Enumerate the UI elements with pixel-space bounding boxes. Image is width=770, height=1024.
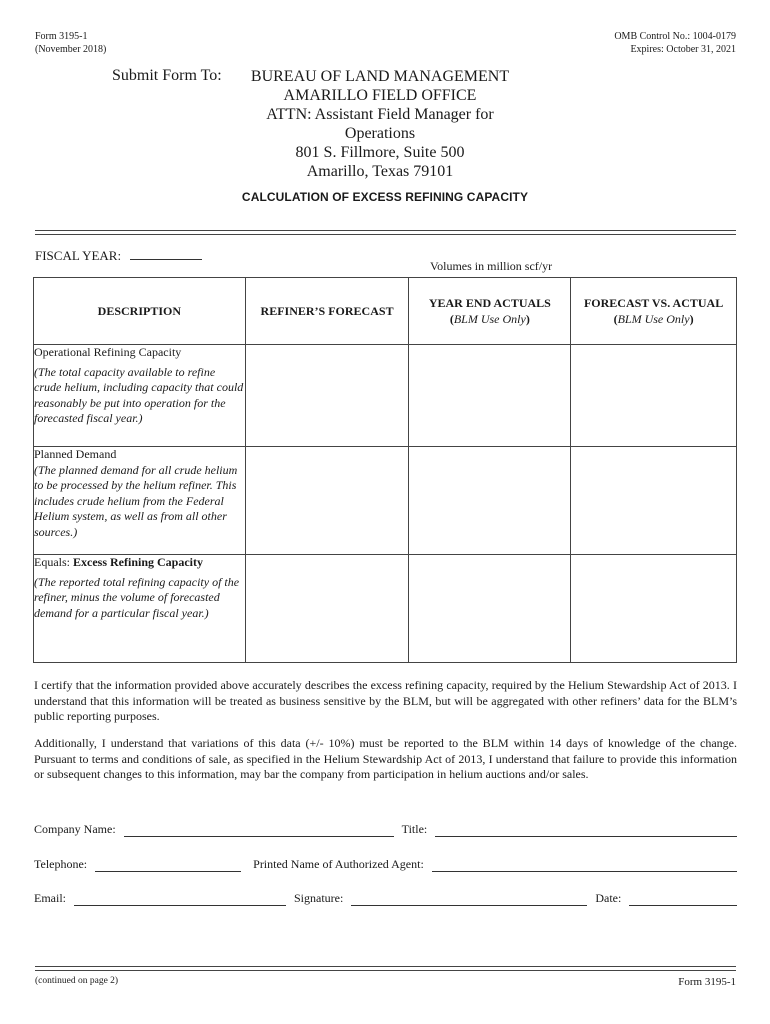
email-signature-row: [34, 891, 737, 906]
refiner-forecast-cell[interactable]: [245, 555, 409, 663]
row-description: [34, 447, 246, 555]
fiscal-year-field[interactable]: [130, 248, 202, 260]
telephone-field[interactable]: [95, 859, 241, 872]
row-note: (The planned demand for all crude helium to be processed by the helium refiner. This includes crude helium from the Federal Helium system, as well as from all other sources.): [34, 462, 238, 539]
refiner-forecast-header: REFINER’S FORECAST: [245, 278, 409, 345]
telephone-agent-row: [34, 857, 737, 872]
row-note: (The reported total refining capacity of the refiner, minus the volume of forecasted demand for a particular fiscal year.): [34, 574, 240, 620]
telephone-label: Telephone:: [34, 857, 88, 871]
refiner-forecast-cell[interactable]: [245, 447, 409, 555]
title-label: Title:: [401, 822, 428, 836]
footer-divider: [35, 966, 736, 971]
forecast-vs-actual-cell[interactable]: [571, 447, 737, 555]
mailing-address: [230, 67, 530, 181]
address-line: Amarillo, Texas 79101: [306, 163, 454, 180]
footer-form-number: Form 3195-1: [678, 976, 736, 988]
address-line: ATTN: Assistant Field Manager for Operations: [266, 106, 494, 142]
fiscal-year-label: FISCAL YEAR:: [35, 248, 122, 263]
forecast-vs-actual-header: FORECAST VS. ACTUAL (BLM Use Only): [571, 278, 737, 345]
volumes-unit-note: Volumes in million scf/yr: [430, 259, 553, 273]
date-field[interactable]: [629, 893, 737, 906]
row-label: Planned Demand: [34, 447, 117, 461]
year-end-actuals-header: YEAR END ACTUALS (BLM Use Only): [409, 278, 571, 345]
company-name-field[interactable]: [124, 824, 394, 837]
year-end-actuals-cell[interactable]: [409, 447, 571, 555]
refiner-forecast-cell[interactable]: [245, 345, 409, 447]
printed-name-field[interactable]: [432, 859, 737, 872]
company-name-label: Company Name:: [34, 822, 116, 836]
date-label: Date:: [595, 891, 622, 905]
row-note: (The total capacity available to refine crude helium, including capacity that could reasonably be put into operation for the forecasted fiscal year.): [34, 364, 244, 425]
year-end-actuals-cell[interactable]: [409, 345, 571, 447]
omb-control-number: OMB Control No.: 1004-0179: [614, 31, 736, 42]
description-header: DESCRIPTION: [34, 278, 246, 345]
forecast-vs-actual-cell[interactable]: [571, 345, 737, 447]
table-row: [34, 555, 737, 663]
forecast-vs-actual-cell[interactable]: [571, 555, 737, 663]
form-number: Form 3195-1: [35, 31, 88, 42]
top-divider: [35, 230, 736, 235]
signature-field[interactable]: [351, 893, 587, 906]
omb-block: [614, 30, 736, 56]
row-label: Operational Refining Capacity: [34, 345, 182, 359]
printed-name-label: Printed Name of Authorized Agent:: [253, 857, 424, 871]
fiscal-year-row: [35, 248, 202, 264]
address-line: AMARILLO FIELD OFFICE: [283, 87, 477, 104]
submit-form-label: Submit Form To:: [112, 67, 222, 84]
company-title-row: [34, 822, 737, 837]
form-title: CALCULATION OF EXCESS REFINING CAPACITY: [241, 190, 529, 204]
row-description: [34, 555, 246, 663]
email-field[interactable]: [74, 893, 286, 906]
table-row: [34, 345, 737, 447]
capacity-table: [33, 277, 737, 663]
table-header-row: [34, 278, 737, 345]
expiration-date: Expires: October 31, 2021: [630, 44, 736, 55]
form-date: (November 2018): [35, 44, 107, 55]
certification-paragraph: I certify that the information provided above accurately describes the excess refining capacity, required by the Helium Stewardship Act of 2013. I understand that this information will be treated as business sensitive by the BLM, but will be aggregated with other refiners’ data for the BLM’s public reporting purposes.: [34, 678, 737, 723]
address-line: BUREAU OF LAND MANAGEMENT: [250, 68, 510, 85]
table-row: [34, 447, 737, 555]
address-line: 801 S. Fillmore, Suite 500: [295, 144, 465, 161]
year-end-actuals-cell[interactable]: [409, 555, 571, 663]
signature-label: Signature:: [294, 891, 344, 905]
variation-paragraph: Additionally, I understand that variations of this data (+/- 10%) must be reported to the BLM within 14 days of knowledge of the change. Pursuant to terms and conditions of sale, as specified in the Helium Stewardship Act of 2013, I understand that failure to provide this information or subsequent changes to this information, may bar the company from participation in helium auctions and/or sales.: [34, 736, 737, 781]
row-label: Equals: Excess Refining Capacity: [34, 555, 203, 569]
row-description: [34, 345, 246, 447]
continued-note: (continued on page 2): [35, 976, 119, 986]
title-field[interactable]: [435, 824, 737, 837]
form-id-block: [35, 30, 106, 56]
email-label: Email:: [34, 891, 66, 905]
